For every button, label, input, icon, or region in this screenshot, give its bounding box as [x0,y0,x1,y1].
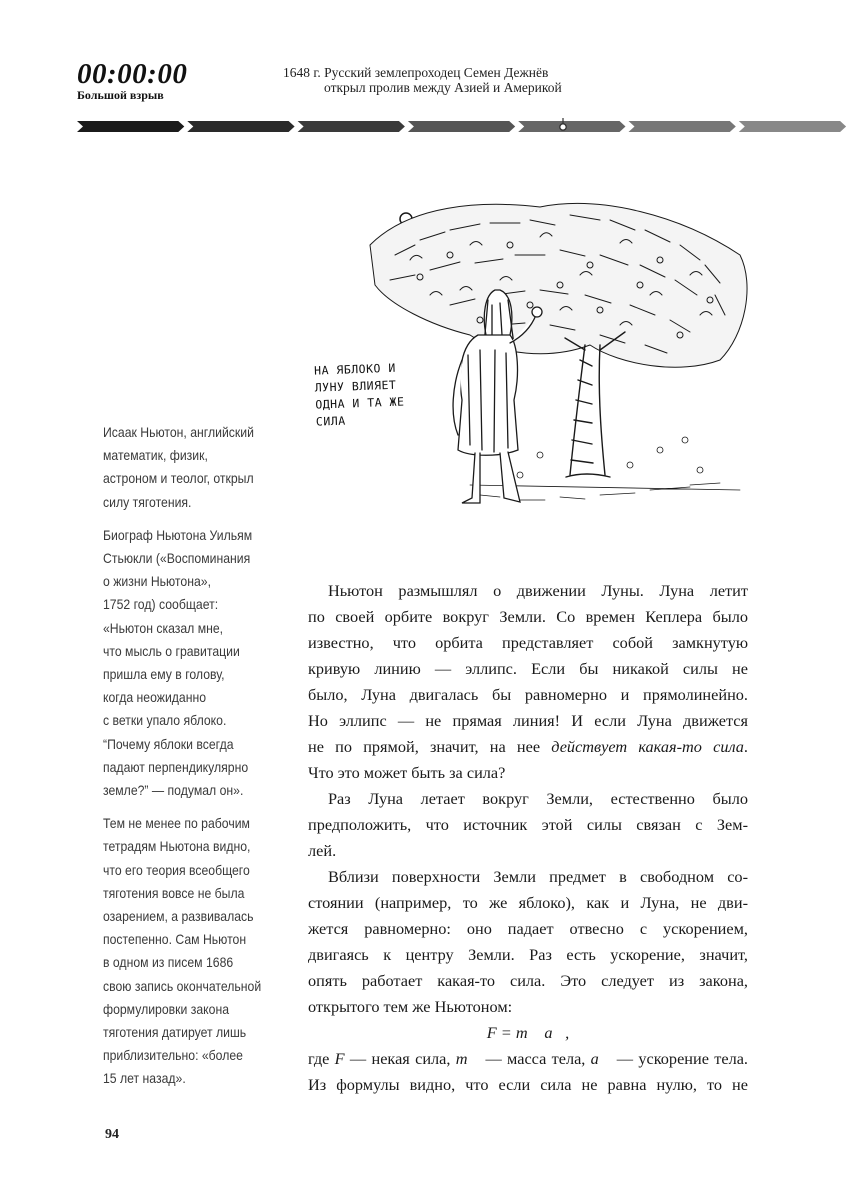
timeline-bar [77,118,849,138]
sidebar-line: 1752 год) сообщает: [103,597,219,613]
var-m: m⃗ [455,1049,481,1068]
speech-line: СИЛА [315,413,346,429]
body-line: Но эллипс — не прямая линия! И если Луна движется [308,711,748,730]
body-line: Вблизи поверхности Земли предмет в свободном со- [328,867,748,886]
body-text: где [308,1049,335,1068]
sidebar-line: что мысль о гравитации [103,643,240,659]
var-F: F [334,1049,345,1068]
body-line: Ньютон размышлял о движении Луны. Луна летит [328,581,748,600]
sidebar-line: тетрадям Ньютона видно, [103,839,251,855]
emphasis-text: действует какая-то сила [551,737,744,756]
body-line: двигаясь к центру Земли. Раз есть ускорение, значит, [308,945,748,964]
body-line: Из формулы видно, что если сила не равна нулю, то не [308,1075,748,1094]
sidebar-line: земле?” — подумал он». [103,783,244,799]
sidebar-line: Биограф Ньютона Уильям [103,527,253,543]
timeline-segment [77,121,184,132]
timeline-segment [739,121,846,132]
sidebar-line: постепенно. Сам Ньютон [103,932,247,948]
sidebar-line: Стьюкли («Воспоминания [103,551,251,567]
body-line: Раз Луна летает вокруг Земли, естественно было [328,789,748,808]
body-text: — масса тела, [480,1049,591,1068]
sidebar-paragraph-2 [103,524,261,802]
tree-canopy [370,204,747,368]
timeline-segment [408,121,515,132]
main-text [308,578,748,1098]
sidebar-line: с ветки упало яблоко. [103,713,227,729]
speech-line: ЛУНУ ВЛИЯЕТ [314,377,397,395]
body-text: не по прямой, значит, на нее [308,737,552,756]
sidebar-line: о жизни Ньютона», [103,574,211,590]
timeline-marker [560,124,566,130]
sidebar-line: 15 лет назад». [103,1071,186,1087]
body-line: известно, что орбита представляет собой замкнутую [308,633,748,652]
chapter-epoch: Большой взрыв [77,88,164,102]
body-line: открытого тем же Ньютоном: [308,997,513,1016]
formula-text: F = m⃗ a⃗, [486,1023,570,1042]
body-line: стоянии (например, то же яблоко), как и Луна, не дви- [308,893,748,912]
sidebar-line: “Почему яблоки всегда [103,736,234,752]
body-line: жется равномерно: оно падает отвесно с ускорением, [308,919,748,938]
body-line: опять работает какая-то сила. Это следует из закона, [308,971,748,990]
body-text: — некая сила, [344,1049,456,1068]
body-line: Что это может быть за сила? [308,763,506,782]
body-line: было, Луна двигалась бы равномерно и прямолинейно. [308,685,748,704]
event-line-2: открыл пролив между Азией и Америкой [324,80,562,95]
sidebar-note [103,421,261,1091]
body-text: . [743,737,748,756]
timeline-segment [629,121,736,132]
body-line [308,734,748,760]
timeline-segment [518,121,625,132]
sidebar-line: приблизительно: «более [103,1048,243,1064]
speech-bubble [314,357,466,430]
speech-line: НА ЯБЛОКО И [313,360,397,378]
sidebar-line: пришла ему в голову, [103,667,225,683]
speech-line: ОДНА И ТА ЖЕ [315,394,405,412]
formula [308,1020,748,1046]
sidebar-line: Тем не менее по рабочим [103,816,250,832]
sidebar-line: Исаак Ньютон, английский [103,425,254,440]
timeline-segment [298,121,405,132]
sidebar-line: «Ньютон сказал мне, [103,620,224,636]
sidebar-paragraph-3 [103,812,261,1090]
sidebar-line: что его теория всеобщего [103,862,250,878]
sidebar-line: тяготения вовсе не была [103,885,245,901]
sidebar-line: астроном и теолог, открыл [103,471,254,487]
event-line-1: 1648 г. Русский землепроходец Семен Дежнёв [283,65,549,80]
chapter-time: 00:00:00 [77,58,188,90]
body-line: по своей орбите вокруг Земли. Со времен Кеплера было [308,607,748,626]
sidebar-line: озарением, а развивалась [103,909,254,925]
body-line: предположить, что источник этой силы связан с Зем- [308,815,748,834]
body-line: кривую линию — эллипс. Если бы никакой силы не [308,659,748,678]
body-line [308,1046,748,1072]
sidebar-line: математик, физик, [103,448,208,464]
page-number: 94 [105,1127,119,1142]
body-line: лей. [308,841,337,860]
sidebar-paragraph-1 [103,421,261,514]
timeline-event [283,65,603,95]
var-a: a⃗ [590,1049,612,1068]
body-text: — ускорение тела. [611,1049,749,1068]
sidebar-line: когда неожиданно [103,690,207,706]
sidebar-line: падают перпендикулярно [103,759,249,775]
timeline-segment [187,121,294,132]
sidebar-line: формулировки закона [103,1001,230,1017]
sidebar-line: в одном из писем 1686 [103,955,234,971]
sidebar-line: свою запись окончательной [103,978,262,994]
sidebar-line: тяготения датирует лишь [103,1025,247,1041]
sidebar-line: силу тяготения. [103,494,192,510]
